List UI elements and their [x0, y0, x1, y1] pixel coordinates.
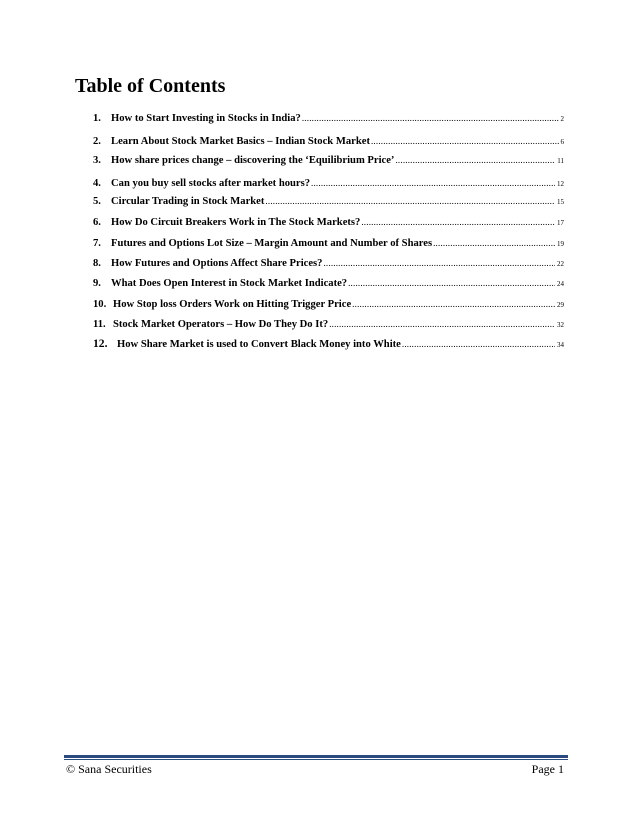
page-title: Table of Contents	[75, 75, 226, 97]
toc-dot-leader	[371, 133, 559, 149]
toc-dot-leader	[265, 193, 555, 209]
toc-entry-page: 6	[560, 138, 564, 146]
footer-copyright: © Sana Securities	[66, 762, 152, 776]
toc-dot-leader	[402, 336, 555, 352]
footer-rule-thin	[64, 759, 568, 760]
toc-entry-number: 3.	[93, 155, 101, 166]
toc-entry-number: 9.	[93, 278, 101, 289]
toc-entry-number: 5.	[93, 196, 101, 207]
toc-entry-page: 32	[557, 321, 564, 329]
toc-entry-page: 15	[557, 198, 564, 206]
toc-entry-title[interactable]: How Stop loss Orders Work on Hitting Trigger Price	[113, 299, 352, 310]
toc-entry-number: 10.	[93, 299, 107, 310]
toc-entry-page: 17	[557, 219, 564, 227]
toc-entry-number: 12.	[93, 337, 108, 350]
toc-dot-leader	[329, 316, 555, 332]
toc-entry-page: 2	[560, 115, 564, 123]
toc-entry-12[interactable]	[93, 336, 564, 352]
toc-entry-page: 11	[557, 157, 564, 165]
toc-dot-leader	[361, 214, 555, 230]
toc-entry-number: 6.	[93, 217, 101, 228]
toc-entry-title[interactable]: How to Start Investing in Stocks in India?	[111, 113, 301, 124]
toc-entry-title[interactable]: How share prices change – discovering the ‘Equilibrium Price’	[111, 155, 395, 166]
toc-entry-4[interactable]	[93, 175, 564, 191]
toc-entry-2[interactable]	[93, 133, 564, 149]
toc-dot-leader	[395, 152, 555, 168]
toc-entry-page: 12	[557, 180, 564, 188]
toc-dot-leader	[311, 175, 555, 191]
toc-dot-leader	[433, 235, 555, 251]
toc-entry-title[interactable]: How Do Circuit Breakers Work in The Stock Markets?	[111, 217, 361, 228]
toc-entry-number: 4.	[93, 178, 101, 189]
toc-entry-page: 22	[557, 260, 564, 268]
toc-entry-number: 7.	[93, 238, 101, 249]
toc-entry-number: 11.	[93, 319, 106, 330]
toc-entry-number: 1.	[93, 113, 101, 124]
toc-entry-page: 29	[557, 301, 564, 309]
toc-entry-3[interactable]	[93, 152, 564, 168]
toc-entry-title[interactable]: What Does Open Interest in Stock Market Indicate?	[111, 278, 348, 289]
toc-dot-leader	[352, 296, 555, 312]
toc-entry-10[interactable]	[93, 296, 564, 312]
toc-entry-number: 8.	[93, 258, 101, 269]
toc-entry-page: 19	[557, 240, 564, 248]
toc-dot-leader	[348, 275, 555, 291]
footer-rule	[64, 755, 568, 758]
toc-entry-title[interactable]: Learn About Stock Market Basics – Indian Stock Market	[111, 136, 370, 147]
toc-entry-title[interactable]: Futures and Options Lot Size – Margin Amount and Number of Shares	[111, 238, 433, 249]
toc-entry-8[interactable]	[93, 255, 564, 271]
toc-entry-11[interactable]	[93, 316, 564, 332]
toc-entry-1[interactable]	[93, 110, 564, 126]
toc-entry-7[interactable]	[93, 235, 564, 251]
toc-dot-leader	[323, 255, 555, 271]
toc-entry-5[interactable]	[93, 193, 564, 209]
toc-entry-title[interactable]: Circular Trading in Stock Market	[111, 196, 265, 207]
toc-entry-title[interactable]: Can you buy sell stocks after market hours?	[111, 178, 311, 189]
toc-entry-9[interactable]	[93, 275, 564, 291]
toc-entry-page: 24	[557, 280, 564, 288]
toc-entry-number: 2.	[93, 136, 101, 147]
toc-entry-page: 34	[557, 341, 564, 349]
toc-entry-title[interactable]: Stock Market Operators – How Do They Do It?	[113, 319, 329, 330]
toc-entry-title[interactable]: How Share Market is used to Convert Black Money into White	[117, 339, 401, 350]
footer-page-number: Page 1	[531, 762, 564, 776]
toc-entry-title[interactable]: How Futures and Options Affect Share Prices?	[111, 258, 323, 269]
toc-entry-6[interactable]	[93, 214, 564, 230]
toc-dot-leader	[302, 110, 559, 126]
